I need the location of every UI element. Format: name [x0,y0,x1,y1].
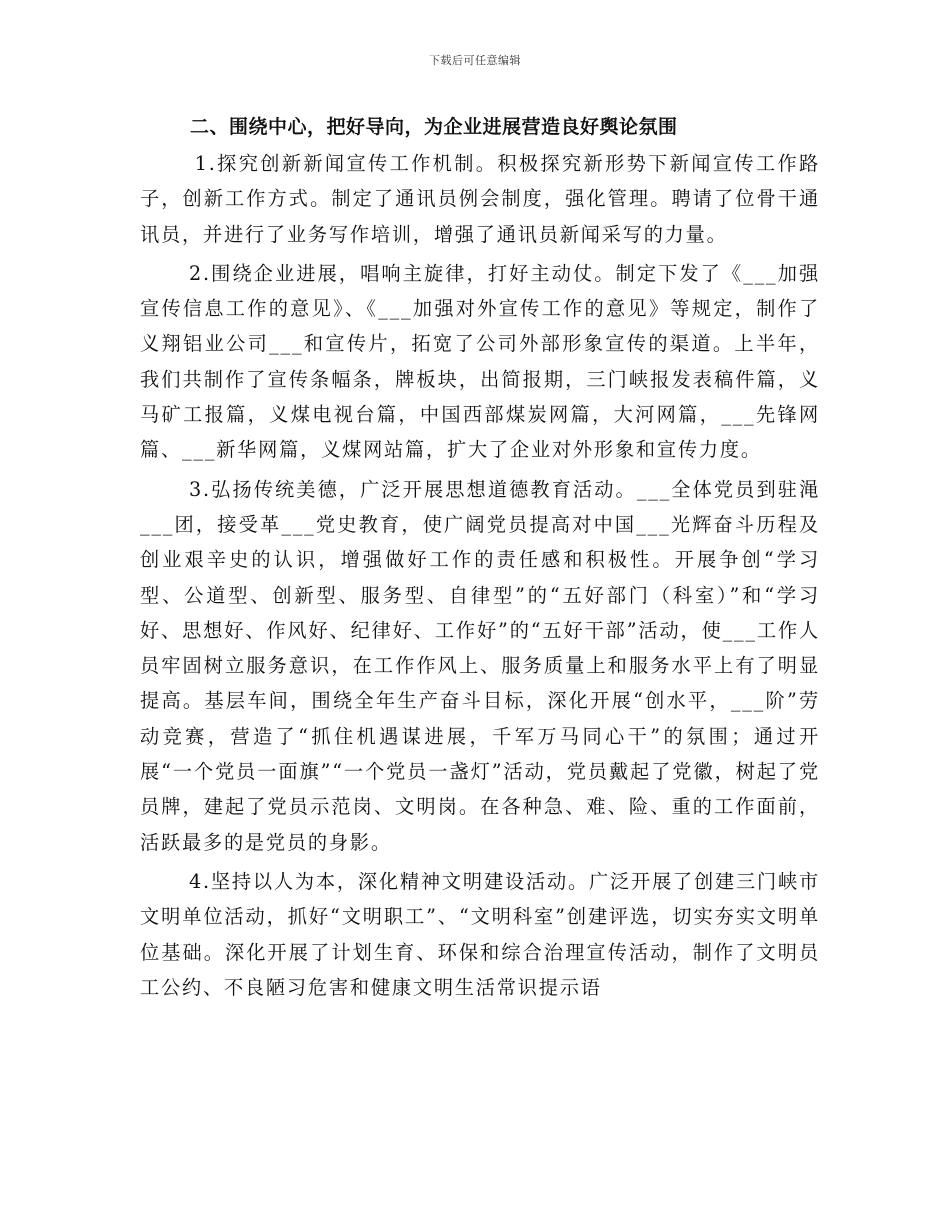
paragraph-3: 3.弘扬传统美德，广泛开展思想道德教育活动。___全体党员到驻渑___团，接受革___党史教育，使广阔党员提高对中国___光辉奋斗历程及创业艰辛史的认识，增强做好工作的责任感和积极性。开展争创“学习型、公道型、创新型、服务型、自律型”的“五好部门（科室）”和“学习好、思想好、作风好、纪律好、工作好”的“五好干部”活动，使___工作人员牢固树立服务意识，在工作作风上、服务质量上和服务水平上有了明显提高。基层车间，围绕全年生产奋斗目标，深化开展“创水平，___阶”劳动竞赛，营造了“抓住机遇谋进展，千军万马同心干”的氛围；通过开展“一个党员一面旗”“一个党员一盏灯”活动，党员戴起了党徽，树起了党员牌，建起了党员示范岗、文明岗。在各种急、难、险、重的工作面前，活跃最多的是党员的身影。 [140,477,820,854]
body-text [140,146,820,1009]
paragraph-2: 2.围绕企业进展，唱响主旋律，打好主动仗。制定下发了《___加强宣传信息工作的意见》、《___加强对外宣传工作的意见》等规定，制作了义翔铝业公司___和宣传片，拓宽了公司外部形象宣传的渠道。上半年，我们共制作了宣传条幅条，牌板块，出简报期，三门峡报发表稿件篇，义马矿工报篇，义煤电视台篇，中国西部煤炭网篇，大河网篇，___先锋网篇、___新华网篇，义煤网站篇，扩大了企业对外形象和宣传力度。 [140,261,820,462]
paragraph-4: 4.坚持以人为本，深化精神文明建设活动。广泛开展了创建三门峡市文明单位活动，抓好“文明职工”、“文明科室”创建评选，切实夯实文明单位基础。深化开展了计划生育、环保和综合治理宣传活动，制作了文明员工公约、不良陋习危害和健康文明生活常识提示语 [140,869,820,999]
page-header: 下载后可任意编辑 [429,54,521,67]
paragraph-1: 1.探究创新新闻宣传工作机制。积极探究新形势下新闻宣传工作路子，创新工作方式。制定了通讯员例会制度，强化管理。聘请了位骨干通讯员，并进行了业务写作培训，增强了通讯员新闻采写的力量。 [140,152,820,246]
section-title: 二、围绕中心，把好导向，为企业进展营造良好舆论氛围 [190,116,678,138]
